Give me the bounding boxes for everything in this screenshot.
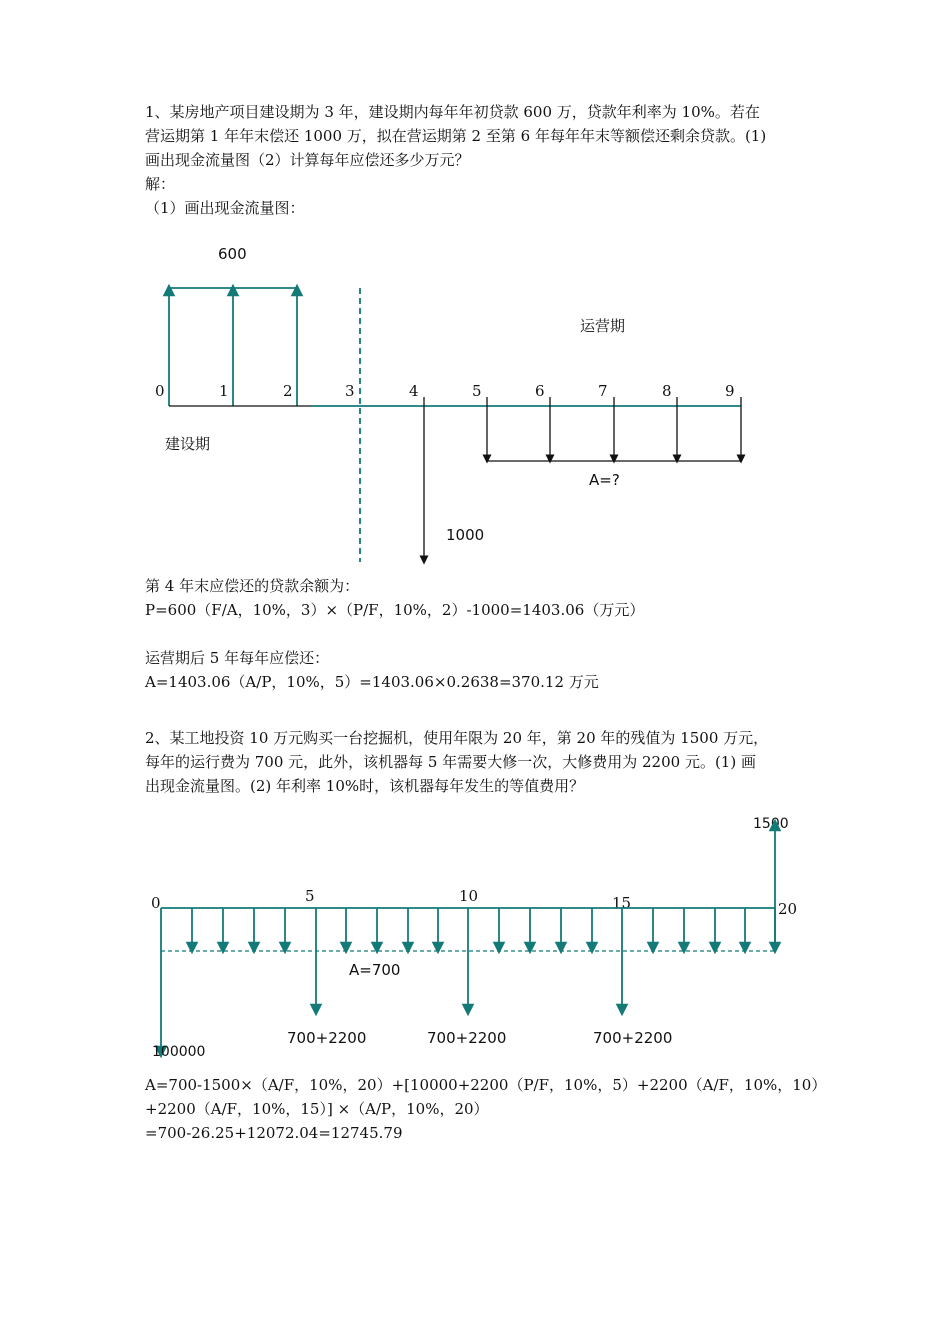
tick-6: 6 (535, 382, 545, 400)
problem1-line-1: 1、某房地产项目建设期为 3 年，建设期内每年年初贷款 600 万，贷款年利率为 10%。若在 (145, 103, 760, 121)
answer1-formula-p: P=600（F/A，10%，3）×（P/F，10%，2）-1000=1403.06（万元） (145, 601, 645, 619)
tick-7: 7 (598, 382, 608, 400)
problem1-line-3: 画出现金流量图（2）计算每年应偿还多少万元？ (145, 151, 470, 169)
tick2-20: 20 (778, 900, 798, 918)
answer2-line-1: A=700-1500×（A/F，10%，20）+[10000+2200（P/F，10%，5）+2200（A/F，10%，10） (145, 1076, 827, 1094)
solution-label: 解： (145, 175, 176, 193)
step1-label: （1）画出现金流量图： (145, 199, 305, 217)
problem2-line-3: 出现金流量图。(2) 年利率 10%时，该机器每年发生的等值费用？ (145, 777, 585, 795)
initial-investment-label: 100000 (152, 1044, 206, 1060)
answer2-line-3: =700-26.25+12072.04=12745.79 (145, 1124, 403, 1142)
answer1-line-3: 运营期后 5 年每年应偿还： (145, 649, 330, 667)
answer1-line-1: 第 4 年末应偿还的贷款余额为： (145, 577, 360, 595)
tick2-15: 15 (612, 894, 632, 912)
overhaul-label-5: 700+2200 (287, 1029, 367, 1047)
problem1-line-2: 营运期第 1 年年末偿还 1000 万，拟在营运期第 2 至第 6 年每年年末等额偿还剩余贷款。(1) (145, 127, 767, 145)
answer2-line-2: +2200（A/F，10%，15）] ×（A/P，10%，20） (145, 1100, 489, 1118)
tick2-10: 10 (459, 887, 479, 905)
inflow-label: 600 (218, 245, 247, 263)
tick-5: 5 (472, 382, 482, 400)
cash-flow-diagram-2 (0, 805, 950, 1065)
tick-1: 1 (219, 382, 229, 400)
tick-9: 9 (725, 382, 735, 400)
cash-flow-diagram-1 (0, 235, 950, 575)
answer1-formula-a: A=1403.06（A/P，10%，5）=1403.06×0.2638=370.12 万元 (145, 673, 599, 691)
answer1-text (145, 574, 815, 694)
tick-3: 3 (345, 382, 355, 400)
annuity-700-label: A=700 (349, 961, 401, 979)
construction-period-label: 建设期 (165, 435, 211, 453)
overhaul-label-10: 700+2200 (427, 1029, 507, 1047)
problem2-line-2: 每年的运行费为 700 元，此外，该机器每 5 年需要大修一次，大修费用为 2200 元。(1) 画 (145, 753, 756, 771)
tick-0: 0 (155, 382, 165, 400)
salvage-label: 1500 (753, 816, 789, 832)
tick-2: 2 (283, 382, 293, 400)
answer2-text (145, 1073, 827, 1145)
tick2-0: 0 (151, 894, 161, 912)
annual-cost-arrows (192, 908, 775, 948)
annuity-label: A=? (589, 471, 620, 489)
tick-4: 4 (409, 382, 419, 400)
operation-period-label: 运营期 (580, 317, 626, 335)
problem1-text (145, 100, 815, 220)
problem2-line-1: 2、某工地投资 10 万元购买一台挖掘机，使用年限为 20 年，第 20 年的残值为 1500 万元， (145, 729, 769, 747)
outflow-1000-label: 1000 (446, 526, 485, 544)
tick-8: 8 (662, 382, 672, 400)
tick2-5: 5 (305, 887, 315, 905)
overhaul-label-15: 700+2200 (593, 1029, 673, 1047)
blank-line (145, 622, 815, 646)
problem2-text (145, 726, 815, 798)
